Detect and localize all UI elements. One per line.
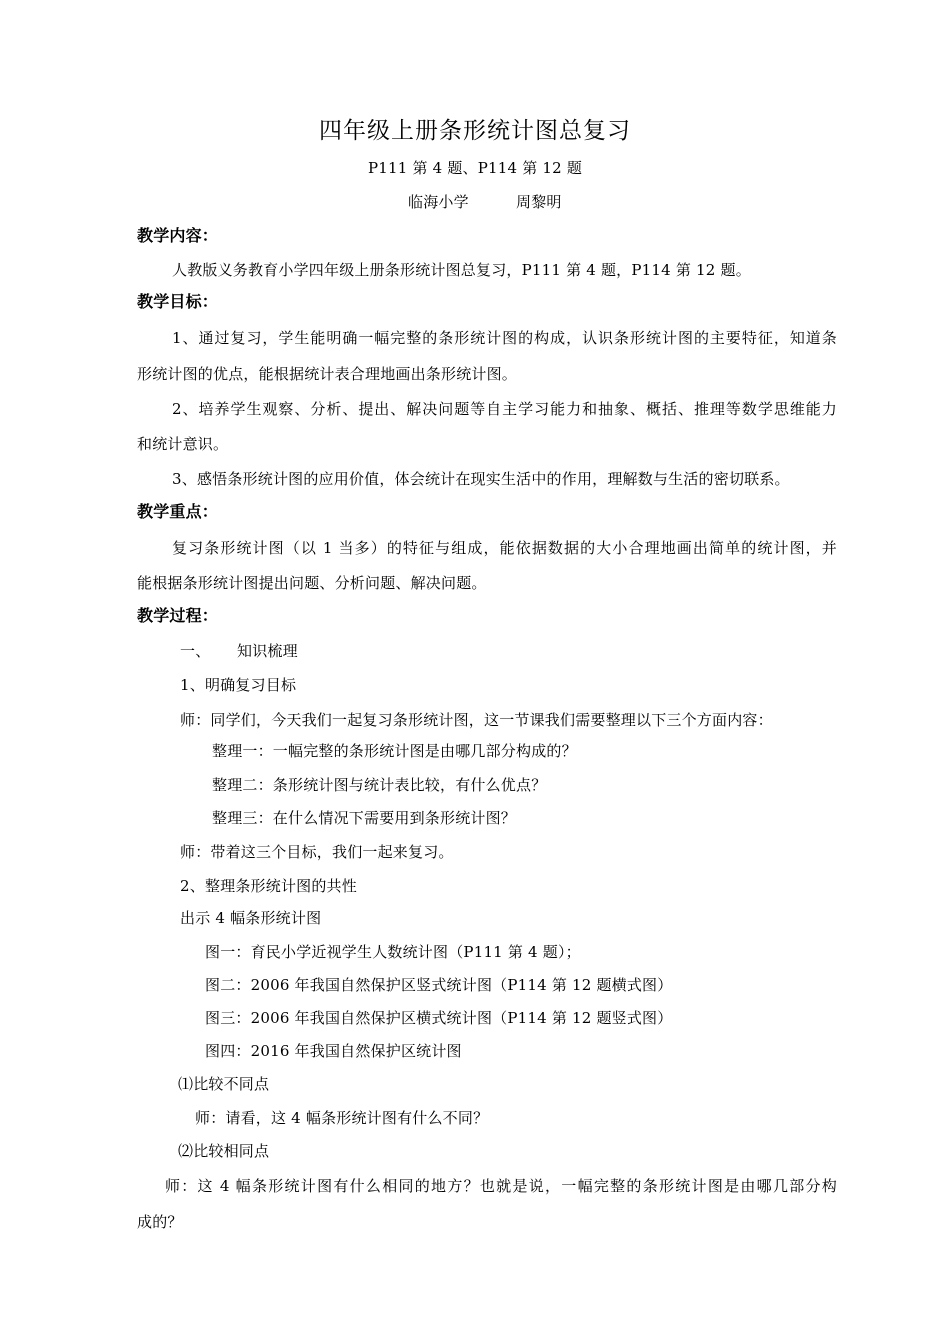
process-heading: 教学过程： xyxy=(137,606,219,625)
goals-heading: 教学目标： xyxy=(137,292,219,311)
organize-1: 整理一：一幅完整的条形统计图是由哪几部分构成的？ xyxy=(212,742,577,760)
figure-3: 图三：2006 年我国自然保护区横式统计图（P114 第 12 题竖式图） xyxy=(205,1009,673,1027)
show-charts: 出示 4 幅条形统计图 xyxy=(180,909,322,927)
goal-2-line-2: 和统计意识。 xyxy=(137,435,229,453)
document-subtitle: P111 第 4 题、P114 第 12 题 xyxy=(367,159,583,177)
focus-line-1: 复习条形统计图（以 1 当多）的特征与组成，能依据数据的大小合理地画出简单的统计图，并 xyxy=(172,539,837,557)
focus-heading: 教学重点： xyxy=(137,502,219,521)
compare-differences: ⑴比较不同点 xyxy=(178,1075,270,1093)
goal-1-line-1: 1、通过复习，学生能明确一幅完整的条形统计图的构成，认识条形统计图的主要特征，知道条 xyxy=(172,329,837,347)
goal-3: 3、感悟条形统计图的应用价值，体会统计在现实生活中的作用，理解数与生活的密切联系。 xyxy=(172,470,790,488)
figure-1: 图一：育民小学近视学生人数统计图（P111 第 4 题）； xyxy=(205,943,581,961)
organize-3: 整理三：在什么情况下需要用到条形统计图？ xyxy=(212,809,517,827)
goal-2-line-1: 2、培养学生观察、分析、提出、解决问题等自主学习能力和抽象、概括、推理等数学思维能力 xyxy=(172,400,837,418)
organize-2: 整理二：条形统计图与统计表比较，有什么优点？ xyxy=(212,776,547,794)
figure-4: 图四：2016 年我国自然保护区统计图 xyxy=(205,1042,462,1060)
teacher-line-4-part-2: 成的？ xyxy=(137,1213,183,1231)
teacher-line-1: 师：同学们，今天我们一起复习条形统计图，这一节课我们需要整理以下三个方面内容： xyxy=(180,711,773,729)
focus-line-2: 能根据条形统计图提出问题、分析问题、解决问题。 xyxy=(137,574,487,592)
document-title: 四年级上册条形统计图总复习 xyxy=(319,118,631,144)
teacher-line-4-part-1: 师：这 4 幅条形统计图有什么相同的地方？也就是说，一幅完整的条形统计图是由哪几部分构 xyxy=(165,1177,837,1195)
content-text: 人教版义务教育小学四年级上册条形统计图总复习，P111 第 4 题，P114 第 12 题。 xyxy=(172,261,751,279)
figure-2: 图二：2006 年我国自然保护区竖式统计图（P114 第 12 题横式图） xyxy=(205,976,673,994)
content-heading: 教学内容： xyxy=(137,226,219,245)
section-1-title: 知识梳理 xyxy=(237,642,298,660)
section-1-number: 一、 xyxy=(180,642,211,660)
author-school: 临海小学 xyxy=(408,193,469,211)
step-2: 2、整理条形统计图的共性 xyxy=(180,877,357,895)
teacher-line-2: 师：带着这三个目标，我们一起来复习。 xyxy=(180,843,454,861)
step-1: 1、明确复习目标 xyxy=(180,676,297,694)
author-name: 周黎明 xyxy=(516,193,562,211)
goal-1-line-2: 形统计图的优点，能根据统计表合理地画出条形统计图。 xyxy=(137,365,518,383)
compare-similarities: ⑵比较相同点 xyxy=(178,1142,270,1160)
teacher-line-3: 师：请看，这 4 幅条形统计图有什么不同？ xyxy=(195,1109,489,1127)
